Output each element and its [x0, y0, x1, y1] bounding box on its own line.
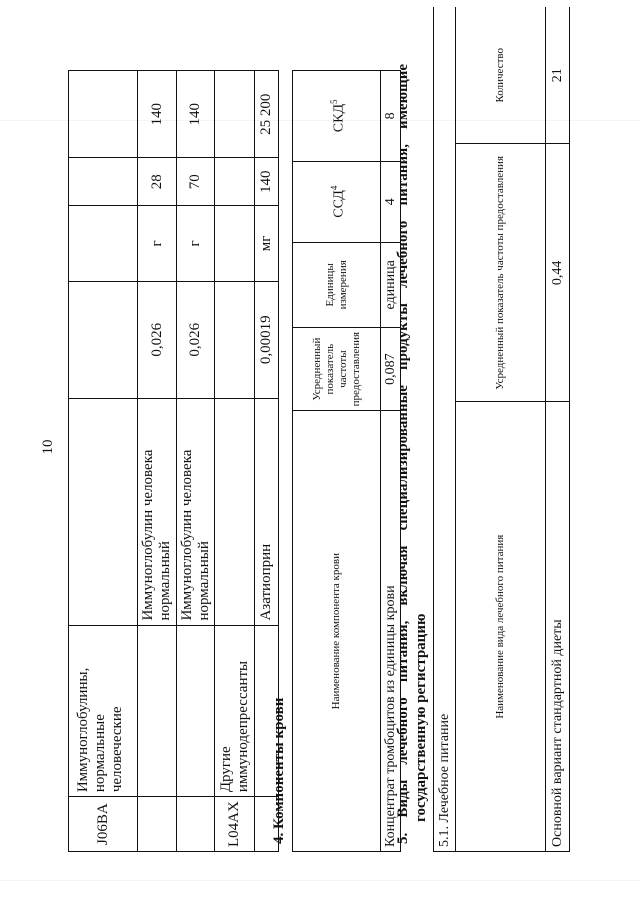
- unit: г: [177, 206, 215, 281]
- frequency: 0,087: [381, 327, 401, 410]
- group-name: [138, 625, 177, 797]
- atc-code: L04AX: [215, 797, 255, 852]
- component-name: Концентрат тромбоцитов из единицы крови: [381, 411, 401, 852]
- drug-name: Иммуноглобулин человека нормальный: [138, 398, 177, 625]
- atc-code: [138, 797, 177, 852]
- frequency: 0,026: [177, 281, 215, 398]
- header-ssd-label: ССД: [331, 190, 347, 218]
- header-skd-label: СКД: [331, 104, 347, 133]
- table-header-row: [293, 71, 381, 852]
- table-header-row: [456, 7, 546, 852]
- scan-artifact: [0, 880, 640, 881]
- skd: [215, 71, 255, 158]
- drug-name: Азатиоприн: [255, 398, 279, 625]
- atc-code: J06BA: [69, 797, 138, 852]
- drug-table: [68, 70, 279, 852]
- ssd: 4: [381, 161, 401, 242]
- frequency: 0,00019: [255, 281, 279, 398]
- ssd: 70: [177, 158, 215, 206]
- section-4-title: 4. Компоненты крови: [271, 697, 287, 844]
- ssd: 28: [138, 158, 177, 206]
- atc-code: [177, 797, 215, 852]
- table-subheader-row: [434, 7, 456, 852]
- frequency: 0,44: [546, 144, 570, 402]
- header-frequency: Усредненный показатель частоты предоставления: [456, 144, 546, 402]
- quantity: 21: [546, 7, 570, 144]
- drug-name: Иммуноглобулин человека нормальный: [177, 398, 215, 625]
- group-name: [177, 625, 215, 797]
- header-component-name: Наименование компонента крови: [293, 411, 381, 852]
- blood-components-table: [292, 70, 401, 852]
- table-row: [546, 7, 570, 852]
- frequency: [215, 281, 255, 398]
- unit: г: [138, 206, 177, 281]
- table-row: [69, 71, 138, 852]
- header-quantity: Количество: [456, 7, 546, 144]
- table-row: [177, 71, 215, 852]
- medical-nutrition-table: [433, 7, 570, 852]
- group-name: Иммуноглобулины, нормальные человеческие: [69, 625, 138, 797]
- skd: 8: [381, 71, 401, 162]
- ssd: [215, 158, 255, 206]
- rotated-page-content: [58, 12, 613, 852]
- subsection-title: 5.1. Лечебное питание: [434, 7, 456, 852]
- frequency: 0,026: [138, 281, 177, 398]
- table-row: [215, 71, 255, 852]
- header-skd-footnote: 5: [328, 99, 339, 104]
- header-nutrition-name: Наименование вида лечебного питания: [456, 402, 546, 852]
- header-frequency: Усредненный показатель частоты предоставления: [293, 327, 381, 410]
- page-number: 10: [40, 439, 56, 455]
- drug-name: [215, 398, 255, 625]
- ssd: 140: [255, 158, 279, 206]
- header-skd: [293, 71, 381, 162]
- unit: [215, 206, 255, 281]
- skd: 140: [177, 71, 215, 158]
- table-row: [138, 71, 177, 852]
- section-5-title: 5. Виды лечебного питания, включая специализированные продукты лечебного питания, имеющие: [395, 64, 411, 844]
- group-name: Другие иммунодепрессанты: [215, 625, 255, 797]
- frequency: [69, 281, 138, 398]
- skd: [69, 71, 138, 158]
- drug-name: [69, 398, 138, 625]
- ssd: [69, 158, 138, 206]
- header-ssd: [293, 161, 381, 242]
- unit: единица: [381, 242, 401, 327]
- nutrition-name: Основной вариант стандартной диеты: [546, 402, 570, 852]
- skd: 140: [138, 71, 177, 158]
- unit: мг: [255, 206, 279, 281]
- header-unit: Единицы измерения: [293, 242, 381, 327]
- section-5-title-cont: государственную регистрацию: [413, 613, 429, 822]
- header-ssd-footnote: 4: [328, 185, 339, 191]
- unit: [69, 206, 138, 281]
- skd: 25 200: [255, 71, 279, 158]
